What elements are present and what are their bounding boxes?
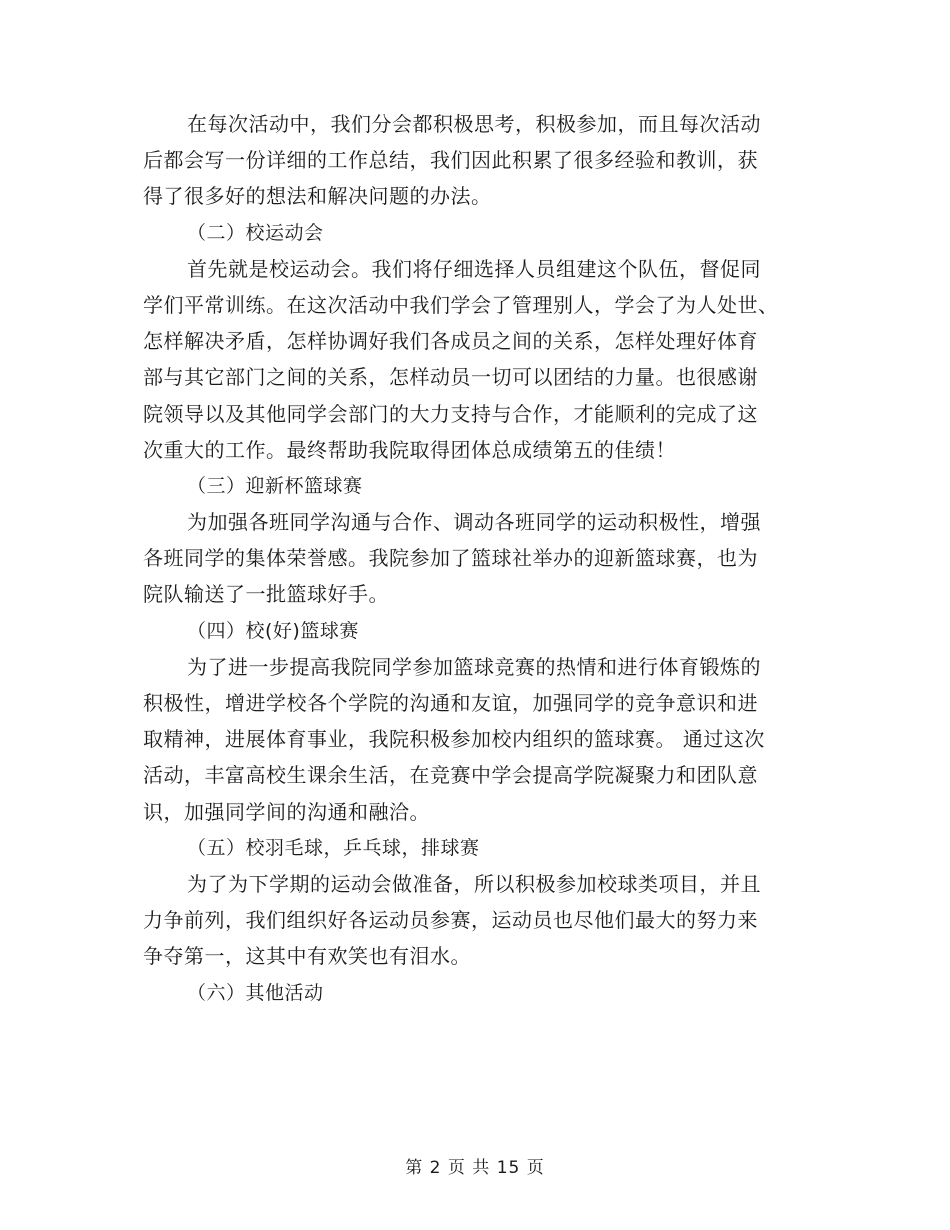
paragraph-line: 为加强各班同学沟通与合作、调动各班同学的运动积极性，增强 <box>187 510 761 535</box>
paragraph-line: 首先就是校运动会。我们将仔细选择人员组建这个队伍，督促同 <box>187 256 761 281</box>
page-body <box>143 106 823 1011</box>
section-heading: （五）校羽毛球，乒乓球，排球赛 <box>187 836 480 859</box>
section-heading: （四）校(好)篮球赛 <box>187 619 359 642</box>
paragraph-line: 院队输送了一批篮球好手。 <box>143 582 389 607</box>
paragraph-line: 院领导以及其他同学会部门的大力支持与合作，才能顺利的完成了这 <box>143 401 758 426</box>
paragraph-line: 得了很多好的想法和解决问题的办法。 <box>143 184 492 209</box>
paragraph-line: 争夺第一，这其中有欢笑也有泪水。 <box>143 944 471 969</box>
paragraph-line: 后都会写一份详细的工作总结，我们因此积累了很多经验和教训，获 <box>143 148 758 173</box>
page-footer: 第 2 页 共 15 页 <box>405 1158 545 1178</box>
paragraph-line: 力争前列，我们组织好各运动员参赛，运动员也尽他们最大的努力来 <box>143 908 758 933</box>
paragraph-line: 部与其它部门之间的关系，怎样动员一切可以团结的力量。也很感谢 <box>143 365 758 390</box>
paragraph-line: 活动，丰富高校生课余生活，在竞赛中学会提高学院凝聚力和团队意 <box>143 763 758 788</box>
section-heading: （三）迎新杯篮球赛 <box>187 474 363 497</box>
paragraph-line: 为了为下学期的运动会做准备，所以积极参加校球类项目，并且 <box>187 871 761 896</box>
paragraph-line: 次重大的工作。最终帮助我院取得团体总成绩第五的佳绩！ <box>143 437 676 462</box>
paragraph-line: 为了进一步提高我院同学参加篮球竞赛的热情和进行体育锻炼的 <box>187 654 761 679</box>
paragraph-line: 积极性，增进学校各个学院的沟通和友谊，加强同学的竞争意识和进 <box>143 691 758 715</box>
paragraph-line: 各班同学的集体荣誉感。我院参加了篮球社举办的迎新篮球赛，也为 <box>143 546 758 571</box>
paragraph-line: 识，加强同学间的沟通和融洽。 <box>143 799 430 824</box>
paragraph-line: 怎样解决矛盾，怎样协调好我们各成员之间的关系，怎样处理好体育 <box>143 329 758 354</box>
section-heading: （六）其他活动 <box>187 981 324 1004</box>
paragraph-line: 在每次活动中，我们分会都积极思考，积极参加，而且每次活动 <box>187 112 761 136</box>
paragraph-line: 学们平常训练。在这次活动中我们学会了管理别人，学会了为人处世、 <box>143 292 779 317</box>
section-heading: （二）校运动会 <box>187 221 324 244</box>
paragraph-line: 取精神，进展体育事业，我院积极参加校内组织的篮球赛。 通过这次 <box>143 727 765 752</box>
